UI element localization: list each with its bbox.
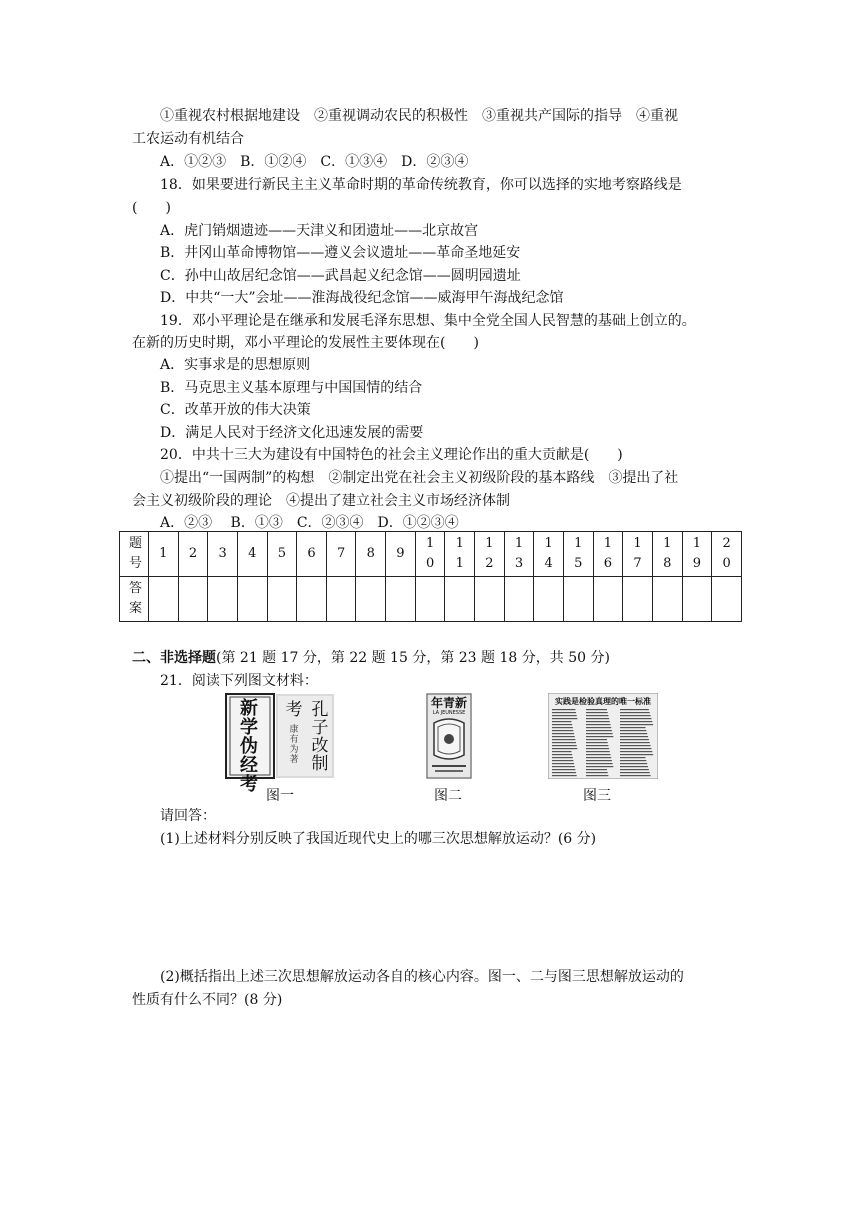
figure-2-image bbox=[426, 693, 472, 779]
question-number-cell: 5 bbox=[267, 532, 297, 577]
answer-cell[interactable] bbox=[652, 577, 682, 622]
q20-items-line2: 会主义初级阶段的理论 ④提出了建立社会主义市场经济体制 bbox=[132, 493, 510, 509]
q21-stem: 21．阅读下列图文材料： bbox=[160, 673, 318, 689]
question-number-cell: 20 bbox=[712, 532, 742, 577]
answer-cell[interactable] bbox=[267, 577, 297, 622]
q19-stem-line2: 在新的历史时期，邓小平理论的发展性主要体现在( ) bbox=[132, 335, 479, 351]
q21-subquestion-2-line1: (2)概括指出上述三次思想解放运动各自的核心内容。图一、二与图三思想解放运动的 bbox=[160, 969, 684, 985]
q17-items-line1: ①重视农村根据地建设 ②重视调动农民的积极性 ③重视共产国际的指导 ④重视 bbox=[160, 108, 678, 124]
figure-3-image bbox=[548, 693, 658, 779]
answer-cell[interactable] bbox=[326, 577, 356, 622]
answer-cell[interactable] bbox=[297, 577, 327, 622]
answer-cell[interactable] bbox=[445, 577, 475, 622]
q19-option-a: A．实事求是的思想原则 bbox=[160, 357, 311, 373]
q21-subquestion-1: (1)上述材料分别反映了我国近现代史上的哪三次思想解放运动？(6 分) bbox=[160, 831, 597, 847]
question-number-cell: 10 bbox=[415, 532, 445, 577]
q21-prompt: 请回答： bbox=[160, 808, 216, 824]
question-number-cell: 16 bbox=[593, 532, 623, 577]
answer-cell[interactable] bbox=[593, 577, 623, 622]
question-number-cell: 6 bbox=[297, 532, 327, 577]
answer-cell[interactable] bbox=[712, 577, 742, 622]
answer-table bbox=[119, 531, 742, 622]
question-number-cell: 12 bbox=[475, 532, 505, 577]
q20-options: A．②③ B．①③ C．②③④ D．①②③④ bbox=[160, 515, 459, 531]
q17-items-line2: 工农运动有机结合 bbox=[132, 131, 244, 147]
q18-option-c: C．孙中山故居纪念馆——武昌起义纪念馆——圆明园遗址 bbox=[160, 268, 521, 284]
answer-cell[interactable] bbox=[149, 577, 179, 622]
question-number-cell: 9 bbox=[386, 532, 416, 577]
answer-table-answer-row bbox=[120, 577, 742, 622]
q18-stem-line2: ( ) bbox=[132, 200, 171, 216]
answer-cell[interactable] bbox=[415, 577, 445, 622]
q20-items-line1: ①提出“一国两制”的构想 ②制定出党在社会主义初级阶段的基本路线 ③提出了社 bbox=[160, 470, 679, 486]
q18-option-b: B．井冈山革命博物馆——遵义会议遗址——革命圣地延安 bbox=[160, 245, 521, 261]
answer-cell[interactable] bbox=[208, 577, 238, 622]
figure-1-image bbox=[224, 693, 334, 795]
question-number-cell: 18 bbox=[652, 532, 682, 577]
answer-cell[interactable] bbox=[682, 577, 712, 622]
question-number-cell: 15 bbox=[563, 532, 593, 577]
question-number-cell: 17 bbox=[623, 532, 653, 577]
question-number-cell: 1 bbox=[149, 532, 179, 577]
answer-cell[interactable] bbox=[504, 577, 534, 622]
question-number-cell: 14 bbox=[534, 532, 564, 577]
answer-cell[interactable] bbox=[386, 577, 416, 622]
answer-cell[interactable] bbox=[563, 577, 593, 622]
q17-options: A．①②③ B．①②④ C．①③④ D．②③④ bbox=[160, 154, 469, 170]
question-number-cell: 4 bbox=[237, 532, 267, 577]
question-number-cell: 2 bbox=[178, 532, 208, 577]
answer-table-header-label: 题号 bbox=[120, 532, 149, 577]
q18-stem-line1: 18．如果要进行新民主主义革命时期的革命传统教育，你可以选择的实地考察路线是 bbox=[160, 177, 682, 193]
answer-cell[interactable] bbox=[237, 577, 267, 622]
fig1-right-title: 孔子改制 bbox=[311, 700, 329, 774]
q19-option-c: C．改革开放的伟大决策 bbox=[160, 402, 311, 418]
fig1-left-title: 新学伪经考 bbox=[240, 698, 258, 795]
fig2-subtitle: LA JEUNESSE bbox=[432, 710, 466, 716]
section2-heading-scores: (第 21 题 17 分，第 22 题 15 分，第 23 题 18 分，共 50 分) bbox=[216, 650, 610, 666]
answer-cell[interactable] bbox=[623, 577, 653, 622]
q21-subquestion-2-line2: 性质有什么不同？(8 分) bbox=[132, 992, 283, 1008]
fig1-right-title-tail: 考 bbox=[285, 700, 303, 720]
question-number-cell: 13 bbox=[504, 532, 534, 577]
q18-option-d: D．中共“一大”会址——淮海战役纪念馆——威海甲午海战纪念馆 bbox=[160, 290, 564, 306]
figure-3-caption: 图三 bbox=[583, 788, 611, 804]
section2-heading-title: 二、非选择题 bbox=[132, 650, 216, 666]
answer-cell[interactable] bbox=[534, 577, 564, 622]
q20-stem: 20．中共十三大为建设有中国特色的社会主义理论作出的重大贡献是( ) bbox=[160, 447, 623, 463]
q18-option-a: A．虎门销烟遗迹——天津义和团遗址——北京故宫 bbox=[160, 223, 479, 239]
question-number-cell: 8 bbox=[356, 532, 386, 577]
q19-option-b: B．马克思主义基本原理与中国国情的结合 bbox=[160, 380, 423, 396]
answer-cell[interactable] bbox=[356, 577, 386, 622]
question-number-cell: 19 bbox=[682, 532, 712, 577]
fig3-headline: 实践是检验真理的唯一标准 bbox=[555, 696, 651, 706]
fig2-title: 年青新 bbox=[430, 696, 467, 710]
q19-stem-line1: 19．邓小平理论是在继承和发展毛泽东思想、集中全党全国人民智慧的基础上创立的。 bbox=[160, 313, 696, 329]
figure-1-caption: 图一 bbox=[266, 788, 294, 804]
question-number-cell: 3 bbox=[208, 532, 238, 577]
fig1-author: 康有为著 bbox=[289, 725, 299, 765]
question-number-cell: 11 bbox=[445, 532, 475, 577]
q19-option-d: D．满足人民对于经济文化迅速发展的需要 bbox=[160, 425, 424, 441]
answer-table-answer-label: 答案 bbox=[120, 577, 149, 622]
section2-heading bbox=[132, 648, 610, 668]
answer-table-header-row bbox=[120, 532, 742, 577]
figure-2-caption: 图二 bbox=[434, 788, 462, 804]
answer-cell[interactable] bbox=[178, 577, 208, 622]
answer-cell[interactable] bbox=[475, 577, 505, 622]
question-number-cell: 7 bbox=[326, 532, 356, 577]
